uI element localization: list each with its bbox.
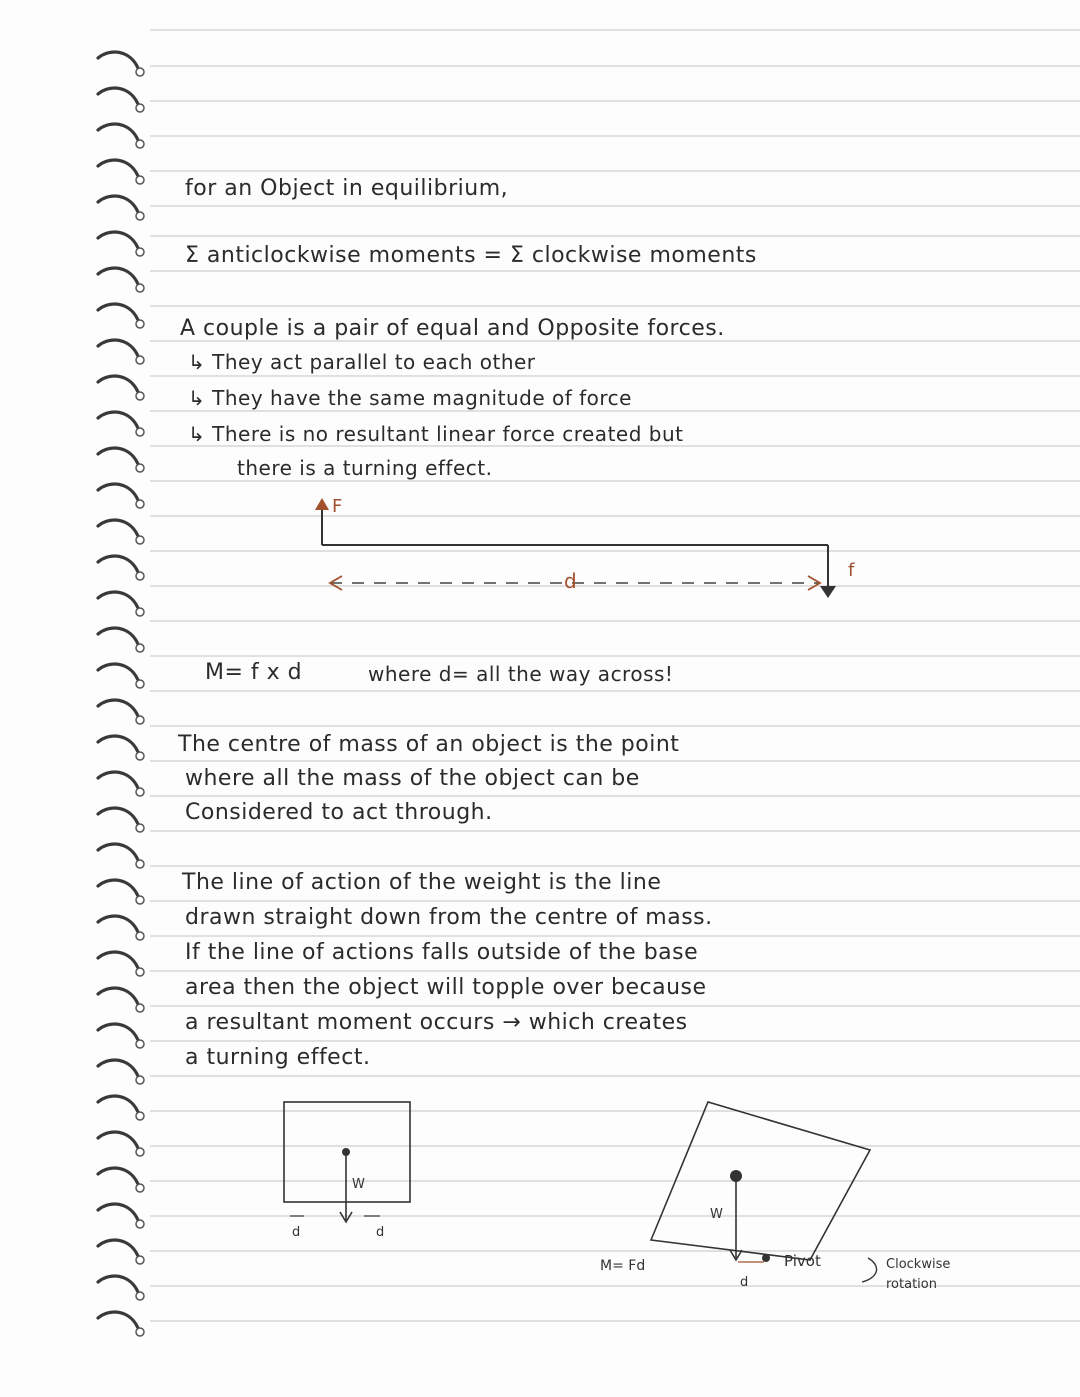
force-up-arrowhead <box>315 498 329 510</box>
line-of-action-4: area then the object will topple over because <box>185 975 707 1000</box>
rotation-label-2: rotation <box>886 1277 937 1292</box>
pivot-label: Pivot <box>784 1252 821 1270</box>
couple-diagram <box>300 490 900 610</box>
centre-of-mass-line-3: Considered to act through. <box>185 800 493 825</box>
toppling-diagrams <box>270 1090 970 1310</box>
spiral-binding <box>90 0 160 1397</box>
rotation-arrow-icon <box>862 1258 877 1282</box>
centre-of-mass-line-1: The centre of mass of an object is the point <box>178 732 680 757</box>
equilibrium-heading: for an Object in equilibrium, <box>185 176 509 201</box>
couple-definition: A couple is a pair of equal and Opposite forces. <box>180 316 725 341</box>
stable-weight-label: W <box>352 1177 365 1192</box>
centre-of-mass-line-2: where all the mass of the object can be <box>185 766 640 791</box>
couple-bullet-3-continued: there is a turning effect. <box>237 456 493 480</box>
tilted-weight-label: W <box>710 1207 723 1222</box>
moment-distance-note: where d= all the way across! <box>368 662 674 686</box>
force-down-label: f <box>848 560 855 581</box>
pivot-point <box>762 1254 770 1262</box>
couple-bullet-3: ↳ There is no resultant linear force created but <box>188 422 684 446</box>
line-of-action-3: If the line of actions falls outside of the base <box>185 940 699 965</box>
rotation-label-1: Clockwise <box>886 1257 951 1272</box>
line-of-action-2: drawn straight down from the centre of mass. <box>185 905 713 930</box>
line-of-action-1: The line of action of the weight is the line <box>182 870 662 895</box>
force-up-label: F <box>332 496 343 517</box>
stable-d2-label: d <box>376 1225 385 1240</box>
line-of-action-6: a turning effect. <box>185 1045 371 1070</box>
couple-bullet-2: ↳ They have the same magnitude of force <box>188 386 632 410</box>
line-of-action-5: a resultant moment occurs → which creates <box>185 1010 688 1035</box>
tilted-formula: M= Fd <box>600 1258 646 1274</box>
distance-label: d <box>564 569 577 593</box>
tilted-box <box>651 1102 870 1260</box>
moment-formula: M= f x d <box>205 660 303 685</box>
stable-d1-label: d <box>292 1225 301 1240</box>
moments-principle: Σ anticlockwise moments = Σ clockwise moments <box>185 243 757 268</box>
couple-bullet-1: ↳ They act parallel to each other <box>188 350 536 374</box>
force-down-arrowhead <box>820 586 836 598</box>
tilted-d-label: d <box>740 1275 749 1290</box>
